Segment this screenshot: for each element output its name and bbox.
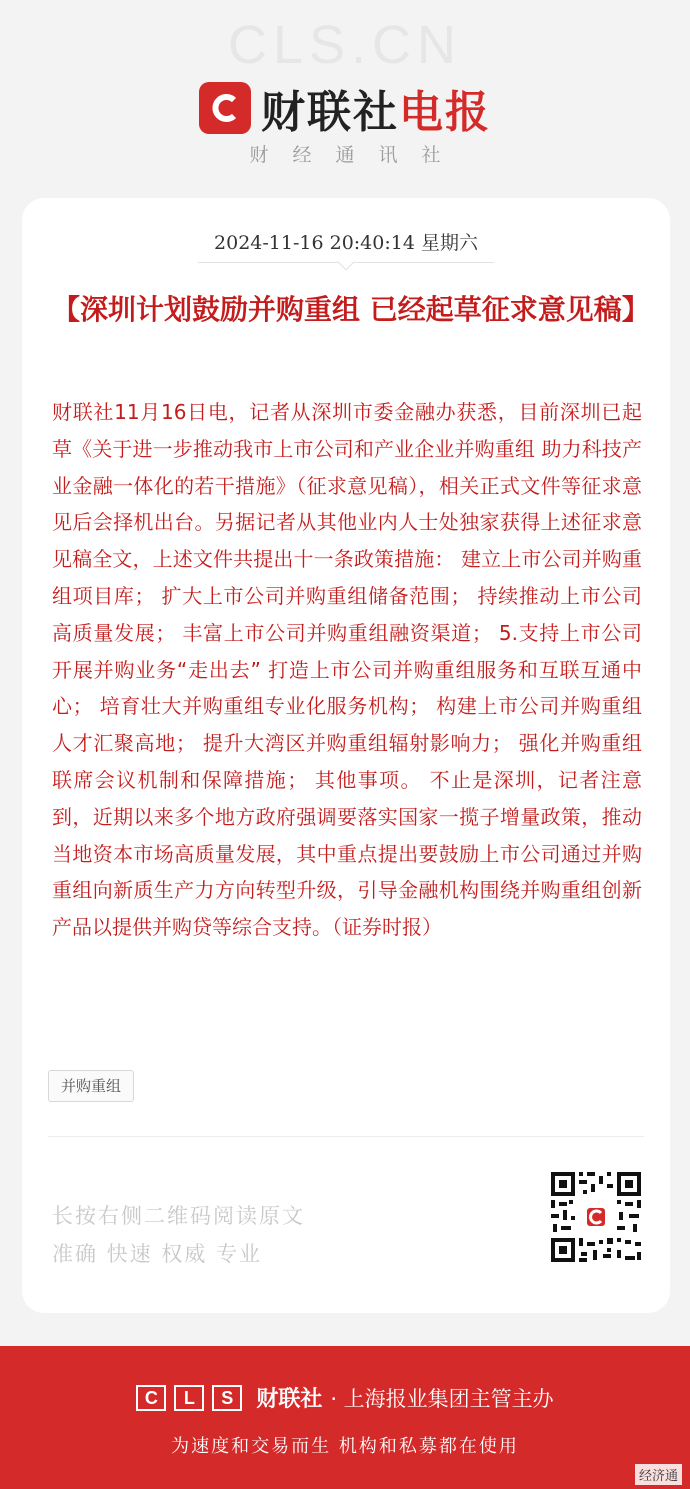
brand-header: [0, 76, 690, 140]
footer-banner: [0, 1346, 690, 1489]
news-datetime: 2024-11-16 20:40:14 星期六: [214, 232, 478, 254]
footer-org: · 上海报业集团主管主办: [330, 1386, 554, 1411]
cls-watermark: CLS.CN: [227, 15, 463, 75]
footer-slogan: 为速度和交易而生 机构和私募都在使用: [171, 1436, 519, 1457]
qr-hint: 长按右侧二维码阅读原文: [52, 1204, 305, 1228]
footer-brand-row: [0, 1382, 690, 1413]
news-card: [22, 198, 670, 1313]
brand-subtitle: 财经通讯社: [249, 144, 465, 166]
news-body: 财联社11月16日电，记者从深圳市委金融办获悉，目前深圳已起草《关于进一步推动我市上市公司和产业企业并购重组 助力科技产业金融一体化的若干措施》（征求意见稿），相关正式文件等征求意见后会择机出台。另据记者从其他业内人士处独家获得上述征求意见稿全文，上述文件共提出十一条政策措施： 建立上市公司并购重组项目库； 扩大上市公司并购重组储备范围； 持续推动上市公司高质量发展； 丰富上市公司并购重组融资渠道； 5.支持上市公司开展并购业务“走出去” 打造上市公司并购重组服务和互联互通中心； 培育壮大并购重组专业化服务机构； 构建上市公司并购重组人才汇聚高地； 提升大湾区并购重组辐射影响力； 强化并购重组联席会议机制和保障措施； 其他事项。 不止是深圳，记者注意到，近期以来多个地方政府强调要落实国家一揽子增量政策，推动当地资本市场高质量发展，其中重点提出要鼓励上市公司通过并购重组向新质生产力方向转型升级，引导金融机构围绕并购重组创新产品以提供并购贷等综合支持。（证券时报）: [52, 400, 642, 940]
corner-watermark: 经济通: [635, 1464, 682, 1485]
cls-letter-l: L: [174, 1385, 204, 1411]
footer-brand-name: 财联社: [256, 1387, 323, 1412]
cls-logo-icon: [199, 82, 251, 134]
datetime-notch: [338, 254, 355, 271]
qr-code-icon[interactable]: [549, 1170, 643, 1264]
news-headline: 【深圳计划鼓励并购重组 已经起草征求意见稿】: [52, 293, 650, 326]
card-divider: [48, 1136, 644, 1137]
cls-letter-s: S: [212, 1385, 242, 1411]
brand-motto: 准确 快速 权威 专业: [52, 1242, 263, 1266]
brand-name: [261, 76, 491, 140]
brand-name-black: 财联社: [261, 87, 399, 138]
brand-name-red: 电报: [399, 87, 491, 138]
topic-tag[interactable]: 并购重组: [48, 1070, 134, 1102]
cls-letter-c: C: [136, 1385, 166, 1411]
